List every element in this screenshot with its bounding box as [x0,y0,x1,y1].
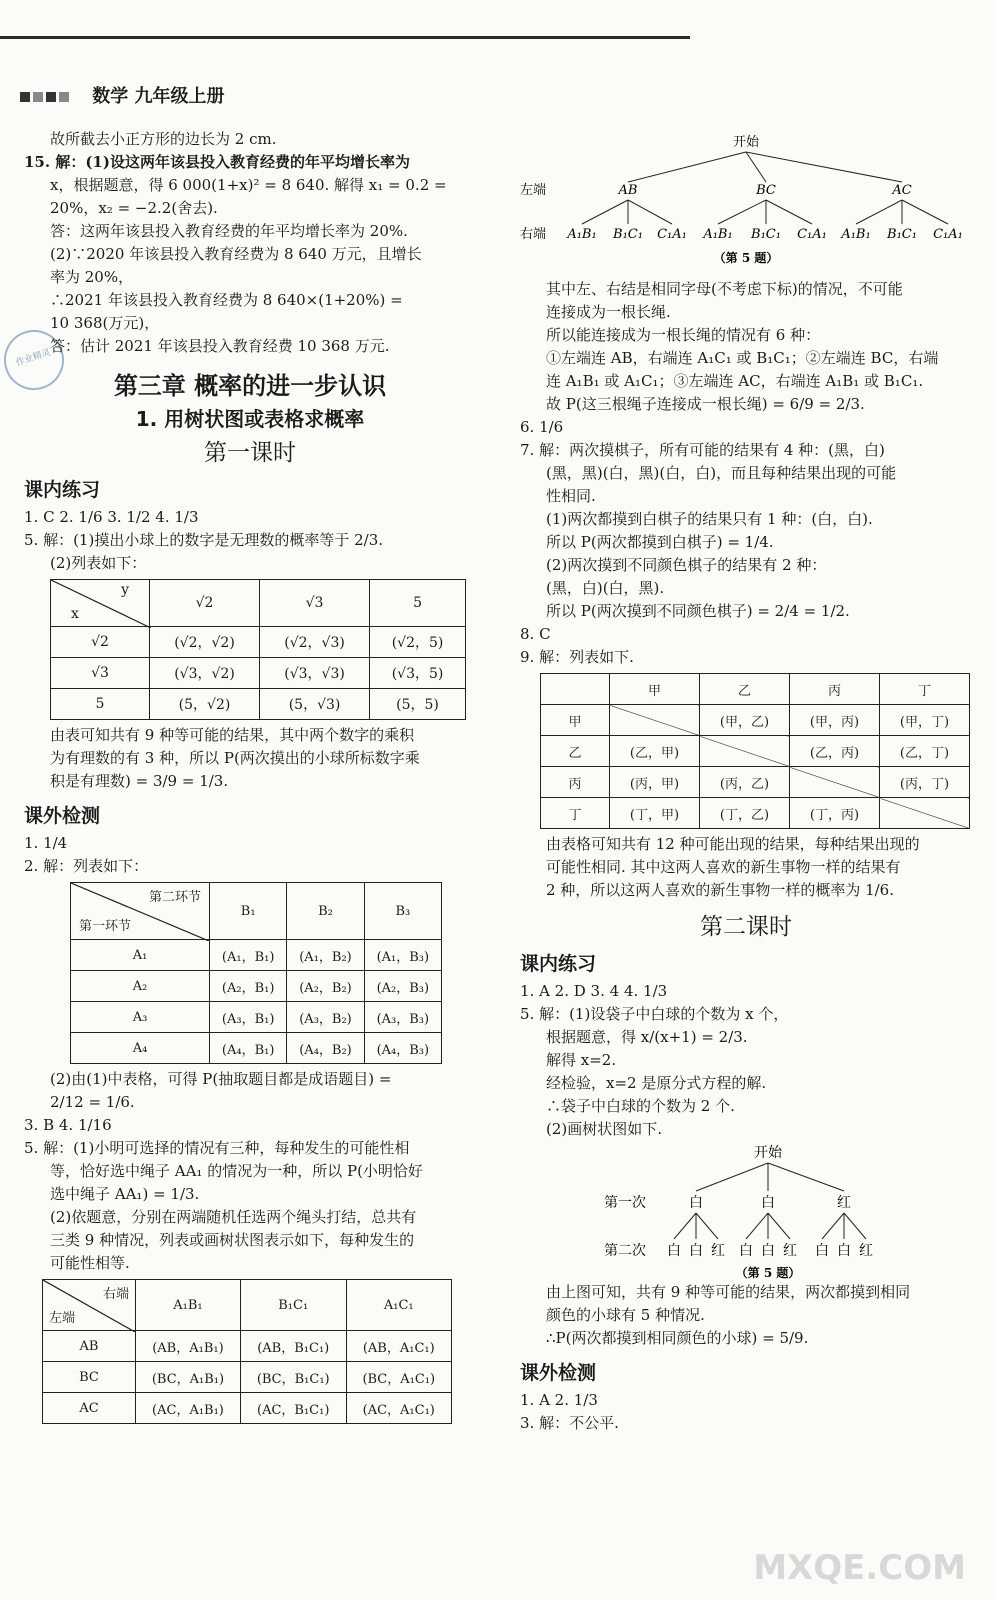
table-row: 右端 左端 A₁B₁ B₁C₁ A₁C₁ [43,1280,452,1331]
right-column: 开始 左端 AB BC AC 右端 A₁B₁ B₁C₁ C₁A₁ A₁B₁ B₁C₁ C₁A₁ A₁B₁ B₁C₁ C₁A₁ （第 5 题） 其中左、右结是相同字母(不考虑下标)的情况，不可能 连接成为一根长绳. 所以能连接成为一根长绳的情况有 6 种： ①左端连 AB，右端连 A₁C₁ 或 B₁C₁；②左端连 BC，右端 连 A₁B₁ 或 A₁C₁；③左端连 AC，右端连 A₁B₁ 或 B₁C₁. 故 P(这三根绳子连接成一根长绳) = 6/9 = 2/3. 6. 1/6 7. 解：两次摸棋子，所有可能的结果有 4 种：(黑，白) (黑，黑)(白，黑)(白，白)，而且每种结果出现的可能 性相同. (1)两次都摸到白棋子的结果只有 1 种：(白，白). 所以 P(两次都摸到白棋子) = 1/4. (2)两次摸到不同颜色棋子的结果有 2 种： (黑，白)(白，黑). 所以 P(两次摸到不同颜色棋子) = 2/4 = 1/2. 8. C 9. 解：列表如下. 甲 乙 丙 丁 甲 (甲，乙) (甲，丙) (甲，丁) 乙 (乙，甲) (乙，丙) (乙，丁) 丙 (丙，甲) (丙，乙) (丙，丁) 丁 (丁，甲) (丁，乙) (丁，丙) 由表格可知共有 12 种可能出现的结果，每种结果出现的 可能性相同. 其中这两人喜欢的新生事物一样的结果有 2 种，所以这两人喜欢的新生事物一样的概率为 1/6. 第二课时 课内练习 1. A 2. D 3. 4 4. 1/3 5. 解：(1)设袋子中白球的个数为 x 个， 根据题意，得 x/(x+1) = 2/3. 解得 x=2. 经检验，x=2 是原分式方程的解. ∴袋子中白球的个数为 2 个. (2)画树状图如下. 开始 第一次 白 白 红 第二次 白 白 红 白 白 红 白 白 红 （第 5 题） 由上图可知，共有 9 种等可能的结果，两次都摸到相同 颜色的小球有 5 种情况. ∴P(两次都摸到相同颜色的小球) = 5/9. 课外检测 1. A 2. 1/3 3. 解：不公平. [520,130,972,1435]
table-row: 乙 (乙，甲) (乙，丙) (乙，丁) [541,736,970,767]
tree-root: 开始 [732,135,760,150]
tree-leaf: 白 [739,1243,753,1259]
q15-block: 15. 解：(1)设这两年该县投入教育经费的年平均增长率为 x，根据题意，得 6 000(1+x)² = 8 640. 解得 x₁ = 0.2 = 20%，x₂ = −2.2(舍去). 答：这两年该县投入教育经费的年平均增长率为 20%. (2)∵2020 年该县投入教育经费为 8 640 万元，且增长 率为 20%， ∴2021 年该县投入教育经费为 8 640×(1+20%) = 10 368(万元)， 答：估计 2021 年该县投入教育经费 10 368 万元. [24,153,447,355]
table-row: A₁ (A₁，B₁) (A₁，B₂) (A₁，B₃) [71,940,442,971]
table-row: AC (AC，A₁B₁) (AC，B₁C₁) (AC，A₁C₁) [43,1393,452,1424]
header-title: 数学 九年级上册 [92,86,225,107]
diagonal-line [51,580,151,628]
table-row: A₄ (A₄，B₁) (A₄，B₂) (A₄，B₃) [71,1033,442,1064]
empty-cell [541,674,610,705]
heading-after-class: 课外检测 [24,805,101,827]
heading-in-class-2: 课内练习 [520,953,597,975]
table-row: A₂ (A₂，B₁) (A₂，B₂) (A₂，B₃) [71,971,442,1002]
table-row: 第二环节 第一环节 B₁ B₂ B₃ [71,883,442,940]
top-rule [0,36,690,39]
corner-cell: y x [51,580,150,627]
answers-1-4: 1. C 2. 1/6 3. 1/2 4. 1/3 [24,508,199,526]
heading-in-class: 课内练习 [24,479,101,501]
tree-diagram-ropes [520,130,972,270]
table-row: 甲 乙 丙 丁 [541,674,970,705]
q5-line1: 5. 解：(1)摸出小球上的数字是无理数的概率等于 2/3. [24,531,384,549]
tree-leaf: 白 [667,1243,681,1259]
tree-leaf: 红 [711,1243,725,1259]
left-column: 故所截去小正方形的边长为 2 cm. 15. 解：(1)设这两年该县投入教育经费的年平均增长率为 x，根据题意，得 6 000(1+x)² = 8 640. 解得 x₁ = 0.2 = 20%，x₂ = −2.2(舍去). 答：这两年该县投入教育经费的年平均增长率为 20%. (2)∵2020 年该县投入教育经费为 8 640 万元，且增长 率为 20%， ∴2021 年该县投入教育经费为 8 640×(1+20%) = 10 368(万元)， 答：估计 2021 年该县投入教育经费 10 368 万元. 第三章 概率的进一步认识 1. 用树状图或表格求概率 第一课时 课内练习 1. C 2. 1/6 3. 1/2 4. 1/3 5. 解：(1)摸出小球上的数字是无理数的概率等于 2/3. (2)列表如下： y x √2 √3 5 √2 (√2，√2) (√2，√3) (√2，5) √3 (√3，√2) (√3，√3) (√3，5) 5 (5，√2) (5，√3) (5，5) 由表可知共有 9 种等可能的结果，其中两个数字的乘积 为有理数的有 3 种，所以 P(两次摸出的小球所标数字乘 积是有理数) = 3/9 = 1/3. 课外检测 1. 1/4 2. 解：列表如下： 第二环节 第一环节 B₁ B₂ B₃ A₁ (A₁，B₁) (A₁，B₂) (A₁，B₃) A₂ (A₂，B₁) (A₂，B₂) (A₂，B₃) A₃ (A₃，B₁) (A₃，B₂) (A₃，B₃) A₄ (A₄，B₁) (A₄，B₂) (A₄，B₃) (2)由(1)中表格，可得 P(抽取题目都是成语题目) = 2/12 = 1/6. 3. B 4. 1/16 5. 解：(1)小明可选择的情况有三种，每种发生的可能性相 等，恰好选中绳子 AA₁ 的情况为一种，所以 P(小明恰好 选中绳子 AA₁) = 1/3. (2)依题意，分别在两端随机任选两个绳头打结，总共有 三类 9 种情况，列表或画树状图表示如下，每种发生的 可能性相等. 右端 左端 A₁B₁ B₁C₁ A₁C₁ AB (AB，A₁B₁) (AB，B₁C₁) (AB，A₁C₁) BC (BC，A₁B₁) (BC，B₁C₁) (BC，A₁C₁) AC (AC，A₁B₁) (AC，B₁C₁) (AC，A₁C₁) [24,128,476,1424]
table-row: y x √2 √3 5 [51,580,466,627]
table-row: AB (AB，A₁B₁) (AB，B₁C₁) (AB，A₁C₁) [43,1331,452,1362]
tree-label-first: 第一次 [604,1195,646,1211]
table-row: 丁 (丁，甲) (丁，乙) (丁，丙) [541,798,970,829]
tree-node: 白 [761,1195,775,1211]
figure-caption: （第 5 题） [735,1266,801,1280]
stamp: 作业精灵 [0,322,72,398]
table-row: 丙 (丙，甲) (丙，乙) (丙，丁) [541,767,970,798]
section-title: 1. 用树状图或表格求概率 [135,407,365,431]
tree-leaf: C₁A₁ [657,227,687,242]
tree-leaf: 白 [689,1243,703,1259]
heading-after-class-2: 课外检测 [520,1362,597,1384]
tree-leaf: 白 [761,1243,775,1259]
intro-line: 故所截去小正方形的边长为 2 cm. [50,130,277,148]
chapter-title: 第三章 概率的进一步认识 [113,372,387,400]
table-row: 甲 (甲，乙) (甲，丙) (甲，丁) [541,705,970,736]
tree-leaf: A₁B₁ [567,227,597,242]
figure-caption: （第 5 题） [713,251,779,265]
lesson2-title: 第二课时 [700,914,792,940]
tree-leaf: C₁A₁ [797,227,827,242]
table-people [540,673,970,829]
lesson-title: 第一课时 [204,440,296,466]
table-stages [70,882,442,1064]
corner-cell: 右端 左端 [43,1280,136,1331]
table-ropes [42,1279,452,1424]
tree-diagram-balls [520,1141,972,1281]
tree-root: 开始 [754,1145,782,1161]
tree-leaf: 白 [837,1243,851,1259]
tree-leaf: C₁A₁ [933,227,963,242]
table-row: A₃ (A₃，B₁) (A₃，B₂) (A₃，B₃) [71,1002,442,1033]
table-row: BC (BC，A₁B₁) (BC，B₁C₁) (BC，A₁C₁) [43,1362,452,1393]
table-row: 5 (5，√2) (5，√3) (5，5) [51,689,466,720]
tree-leaf: B₁C₁ [613,227,643,242]
q5-line2: (2)列表如下： [50,554,147,572]
watermark: MXQE.COM [753,1548,966,1588]
table-row: √2 (√2，√2) (√2，√3) (√2，5) [51,627,466,658]
table-row: √3 (√3，√2) (√3，√3) (√3，5) [51,658,466,689]
tree-node: 红 [837,1195,851,1211]
tree-leaf: 白 [815,1243,829,1259]
tree-leaf: A₁B₁ [841,227,871,242]
tree-leaf: B₁C₁ [887,227,917,242]
tree-node: BC [756,183,776,198]
tree-label-second: 第二次 [604,1243,646,1259]
tree-leaf: 红 [859,1243,873,1259]
table-xy [50,579,466,720]
corner-cell: 第二环节 第一环节 [71,883,210,940]
tree-label-left: 左端 [520,183,547,198]
tree-leaf: B₁C₁ [751,227,781,242]
page-header [20,82,225,108]
tree-node: AB [618,183,638,198]
tree-leaf: A₁B₁ [703,227,733,242]
tree-node: AC [892,183,912,198]
tree-leaf: 红 [783,1243,797,1259]
tree-label-right: 右端 [520,227,547,242]
tree-node: 白 [689,1195,703,1211]
